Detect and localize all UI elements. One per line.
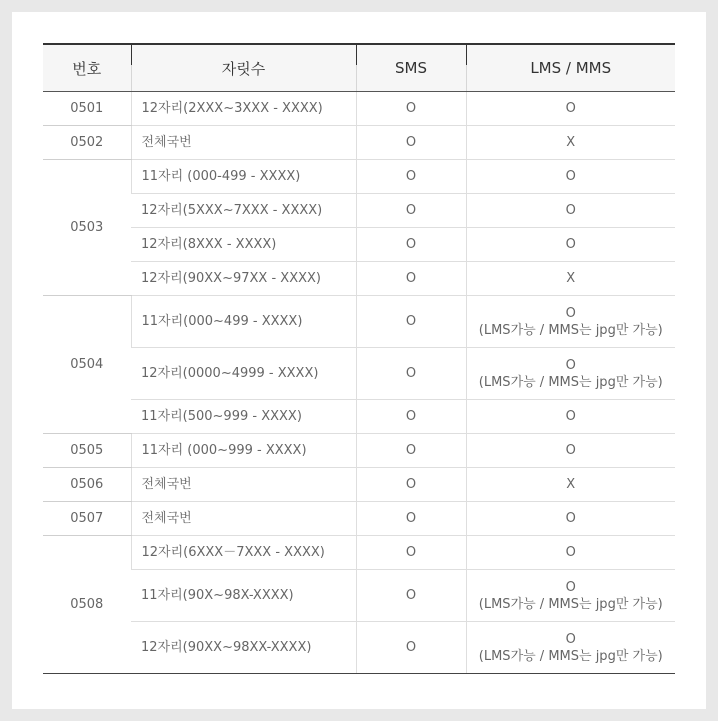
header-digits: 자릿수 [131,44,356,92]
lms-cell: O [466,536,675,570]
table-row [43,194,675,228]
table-row [43,228,675,262]
lms-cell: O (LMS가능 / MMS는 jpg만 가능) [466,296,675,348]
header-number: 번호 [43,44,131,92]
digits-cell: 12자리(6XXX－7XXX - XXXX) [131,536,356,570]
digits-cell: 12자리(0000~4999 - XXXX) [131,348,356,400]
lms-cell: X [466,262,675,296]
number-cell: 0506 [43,468,131,502]
table-row [43,400,675,434]
table-row [43,296,675,348]
table-row [43,92,675,126]
digits-cell: 12자리(5XXX~7XXX - XXXX) [131,194,356,228]
digits-cell: 전체국번 [131,126,356,160]
lms-cell: O [466,92,675,126]
digits-cell: 11자리(90X~98X-XXXX) [131,570,356,622]
sms-cell: O [356,92,466,126]
header-lms-mms: LMS / MMS [466,44,675,92]
lms-cell: O (LMS가능 / MMS는 jpg만 가능) [466,622,675,674]
sms-cell: O [356,622,466,674]
digits-cell: 11자리 (000-499 - XXXX) [131,160,356,194]
digits-cell: 11자리 (000~999 - XXXX) [131,434,356,468]
digits-cell: 전체국번 [131,502,356,536]
lms-cell: O [466,502,675,536]
digits-cell: 12자리(90XX~98XX-XXXX) [131,622,356,674]
table-row [43,160,675,194]
lms-cell: O [466,160,675,194]
sms-cell: O [356,536,466,570]
sms-cell: O [356,296,466,348]
lms-cell: O [466,228,675,262]
table-row [43,536,675,570]
lms-cell: X [466,126,675,160]
digits-cell: 11자리(000~499 - XXXX) [131,296,356,348]
table-row [43,262,675,296]
number-cell: 0502 [43,126,131,160]
lms-cell: X [466,468,675,502]
content-card [12,12,706,709]
sms-cell: O [356,570,466,622]
header-sms: SMS [356,44,466,92]
sms-cell: O [356,262,466,296]
table-row [43,570,675,622]
lms-cell: O [466,194,675,228]
lms-note: (LMS가능 / MMS는 jpg만 가능) [478,374,663,390]
lms-note: (LMS가능 / MMS는 jpg만 가능) [478,648,663,664]
table-row [43,434,675,468]
sms-cell: O [356,348,466,400]
digits-cell: 11자리(500~999 - XXXX) [131,400,356,434]
sms-cell: O [356,194,466,228]
lms-cell: O (LMS가능 / MMS는 jpg만 가능) [466,570,675,622]
table-row [43,348,675,400]
lms-note: (LMS가능 / MMS는 jpg만 가능) [478,596,663,612]
lms-cell: O [466,434,675,468]
sms-cell: O [356,468,466,502]
digits-cell: 12자리(90XX~97XX - XXXX) [131,262,356,296]
table-row [43,502,675,536]
sms-cell: O [356,434,466,468]
sms-cell: O [356,160,466,194]
number-range-table [43,43,675,674]
table-header-row [43,44,675,92]
digits-cell: 전체국번 [131,468,356,502]
digits-cell: 12자리(8XXX - XXXX) [131,228,356,262]
digits-cell: 12자리(2XXX~3XXX - XXXX) [131,92,356,126]
sms-cell: O [356,502,466,536]
table-row [43,468,675,502]
lms-cell: O [466,400,675,434]
sms-cell: O [356,126,466,160]
sms-cell: O [356,400,466,434]
lms-cell: O (LMS가능 / MMS는 jpg만 가능) [466,348,675,400]
table-row [43,622,675,674]
number-cell: 0504 [43,296,131,434]
number-cell: 0501 [43,92,131,126]
number-cell: 0505 [43,434,131,468]
number-cell: 0503 [43,160,131,296]
lms-note: (LMS가능 / MMS는 jpg만 가능) [478,322,663,338]
number-cell: 0507 [43,502,131,536]
number-cell: 0508 [43,536,131,674]
table-row [43,126,675,160]
sms-cell: O [356,228,466,262]
